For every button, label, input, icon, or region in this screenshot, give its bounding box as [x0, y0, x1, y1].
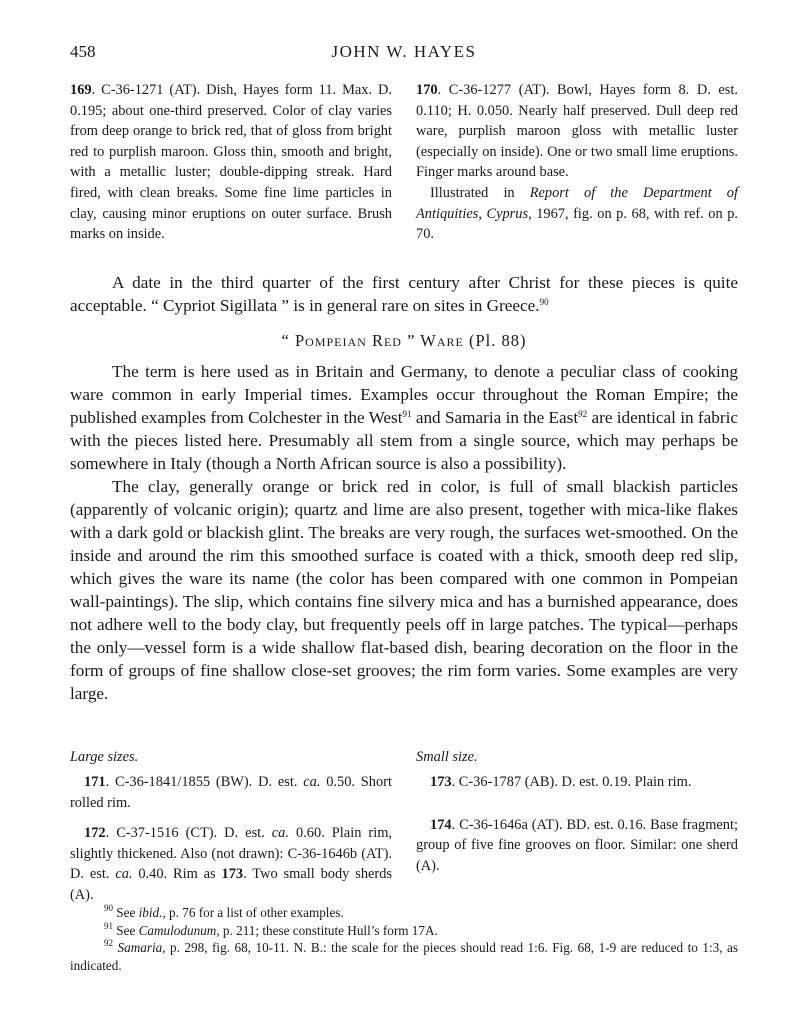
- entry-169: [70, 80, 392, 245]
- entry-170: [416, 80, 738, 245]
- entry-174: 174. C-36-1646a (AT). BD. est. 0.16. Base fragment; group of five fine grooves on floor. Similar: one sherd (A).: [416, 816, 738, 874]
- entry-text: . C-36-1277 (AT). Bowl, Hayes form 8. D. est. 0.110; H. 0.050. Nearly half preserved. Dull deep red ware, purplish maroon gloss with metallic luster (especially on inside). One or two small lime eruptions. Finger marks around base.: [416, 82, 738, 181]
- entry-text: . C-36-1271 (AT). Dish, Hayes form 11. Max. D. 0.195; about one-third preserved. Color of clay varies from deep orange to brick red, that of gloss from bright red to purplish maroon. Gloss thin, smooth and bright, with a metallic luster; double-dipping streak. Hard fired, with clean breaks. Some fine lime particles in clay, causing minor eruptions on outer surface. Brush marks on inside.: [70, 82, 392, 243]
- section-title: “ Pompeian Red ” Ware (Pl. 88): [281, 331, 527, 350]
- page-number: 458: [70, 42, 96, 61]
- entry-173: 173. C-36-1787 (AB). D. est. 0.19. Plain rim.: [430, 774, 692, 790]
- footnotes: [70, 904, 738, 974]
- running-head: JOHN W. HAYES: [331, 42, 477, 61]
- paragraph-intro: The term is here used as in Britain and Germany, to denote a peculiar class of cooking ware common in early Imperial times. Examples occur throughout the Roman Empire; the published examples from Colchester in the West$^{91}$ and Samaria in the East$^{92}$ are identical in fabric with the pieces listed here. Presumably all stem from a single source, which may perhaps be somewhere in Italy (though a North African source is also a possibility).: [70, 362, 738, 473]
- subheading-large: Large sizes.: [70, 749, 139, 765]
- footnote-91: $^{91}$ See Camulodunum, p. 211; these constitute Hull’s form 17A.: [104, 920, 438, 938]
- small-size-column: [416, 749, 738, 906]
- paragraph-fabric: The clay, generally orange or brick red in color, is full of small blackish particles (apparently of volcanic origin); quartz and lime are also present, together with mica-like flakes with a dark gold or blackish glint. The breaks are very rough, the surfaces wet-smoothed. On the inside and around the rim this smoothed surface is coated with a thick, smooth deep red slip, which gives the ware its name (the color has been compared with one common in Pompeian wall-paintings). The slip, which contains fine silvery mica and has a burnished appearance, does not adhere well to the body clay, but frequently peels off in large patches. The typical—perhaps the only—vessel form is a wide shallow flat-based dish, bearing decoration on the floor in the form of groups of fine shallow close-set grooves; the rim form varies. Some examples are very large.: [70, 477, 738, 703]
- page-header: [70, 42, 738, 66]
- entry-171: 171. C-36-1841/1855 (BW). D. est. ca. 0.50. Short rolled rim.: [70, 774, 392, 811]
- top-catalog-columns: [70, 80, 738, 245]
- large-sizes-column: [70, 749, 392, 906]
- illustration-note: Illustrated in Report of the Department of Antiquities, Cyprus, 1967, fig. on p. 68, with ref. on p. 70.: [416, 184, 738, 243]
- entry-number: 170: [416, 82, 438, 98]
- entry-number: 169: [70, 82, 92, 98]
- footnote-90: $^{90}$ See ibid., p. 76 for a list of other examples.: [104, 903, 344, 920]
- main-text: [70, 360, 738, 705]
- subheading-small: Small size.: [416, 749, 478, 765]
- publication-title: Report of the Department of Antiquities, Cyprus,: [416, 184, 738, 222]
- date-paragraph: A date in the third quarter of the first century after Christ for these pieces is quite acceptable. “ Cypriot Sigillata ” is in general rare on sites in Greece.$^{90}$: [70, 273, 738, 315]
- bottom-catalog-columns: [70, 749, 738, 906]
- footnote-ref: 92: [578, 409, 588, 419]
- entry-172: 172. C-37-1516 (CT). D. est. ca. 0.60. Plain rim, slightly thickened. Also (not drawn): C-36-1646b (AT). D. est. ca. 0.40. Rim as 173. Two small body sherds (A).: [70, 825, 392, 903]
- footnote-ref: 91: [402, 409, 412, 419]
- footnote-ref: 90: [539, 297, 549, 307]
- footnote-92: $^{92}$ Samaria, p. 298, fig. 68, 10-11. N. B.: the scale for the pieces should read 1:6. Fig. 68, 1-9 are reduced to 1:3, as indicated.: [70, 938, 738, 973]
